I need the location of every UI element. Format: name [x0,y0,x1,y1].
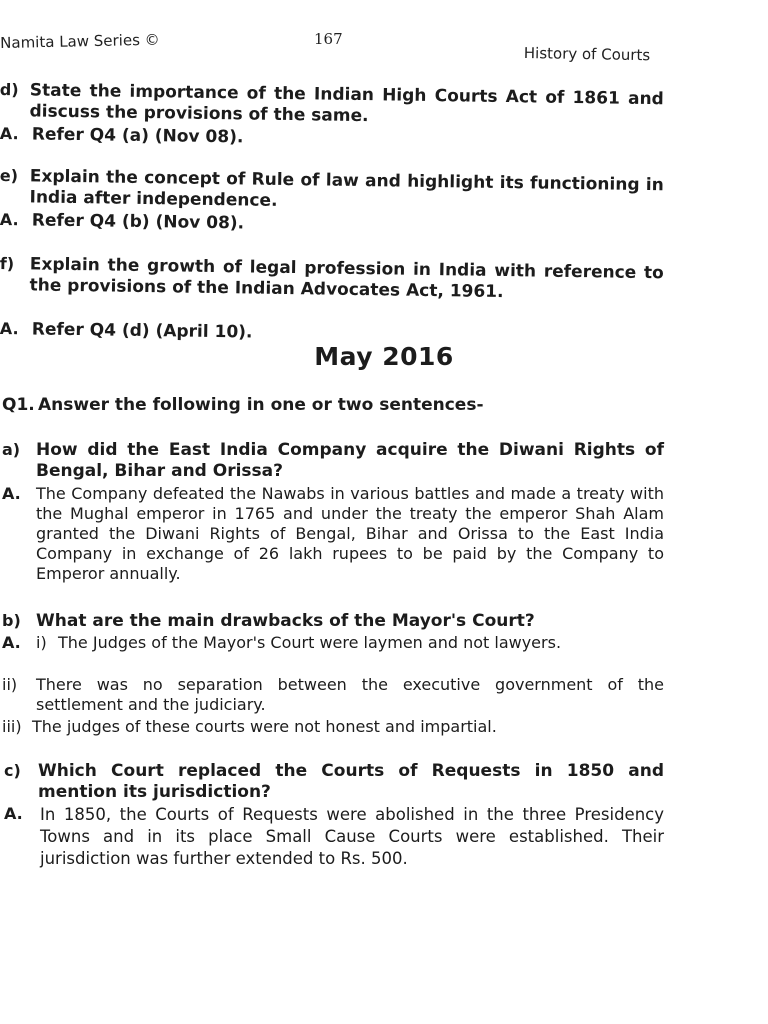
answer-reference: Refer Q4 (d) (April 10). [31,319,253,343]
question-b [2,611,664,632]
point-text: There was no separation between the executive government of the settlement and the judiciary. [36,675,664,714]
point-text: The judges of these courts were not honest and impartial. [32,717,497,736]
question-marker: c) [4,761,21,780]
question-marker: b) [2,611,21,630]
question-marker: f) [0,254,15,274]
question-e [0,166,664,217]
question-text: Which Court replaced the Courts of Requests in 1850 and mention its jurisdiction? [38,761,664,802]
q1-label: Q1. [2,395,35,415]
question-c [4,761,664,803]
question-marker: d) [0,80,19,100]
answer-marker: A. [2,633,21,652]
point-marker: i) [36,633,47,652]
answer-b-point-3 [2,717,664,737]
question-f [0,254,664,305]
answer-b-point-1 [2,633,664,653]
answer-a [2,484,664,584]
answer-marker: A. [4,804,23,823]
answer-c [4,804,664,870]
chapter-header: History of Courts [523,44,651,65]
answer-text: In 1850, the Courts of Requests were abolished in the three Presidency Towns and in its place Small Cause Courts were established. Their jurisdiction was further extended to Rs. 500. [40,805,664,868]
question-text: How did the East India Company acquire the Diwani Rights of Bengal, Bihar and Orissa? [36,440,664,481]
question-a [2,440,664,482]
answer-marker: A. [0,210,19,230]
page-number: 167 [314,30,343,48]
answer-text: The Company defeated the Nawabs in various battles and made a treaty with the Mughal emperor in 1765 and under the treaty the emperor Shah Alam granted the Diwani Rights of Bengal, Bihar and Orissa to the East India Company in exchange of 26 lakh rupees to be paid by the Company to Emperor annually. [36,484,664,583]
question-text: Explain the growth of legal profession in India with reference to the provisions of the Indian Advocates Act, 1961. [29,254,664,303]
question-text: State the importance of the Indian High Courts Act of 1861 and discuss the provisions of the same. [29,80,664,127]
q1-instruction-text: Answer the following in one or two sentences- [38,395,484,415]
section-title: May 2016 [314,342,454,371]
point-marker: ii) [2,675,18,694]
question-text: What are the main drawbacks of the Mayor's Court? [36,611,535,631]
question-text: Explain the concept of Rule of law and highlight its functioning in India after independence. [29,166,664,211]
question-d [0,80,664,131]
point-marker: iii) [2,717,22,736]
answer-marker: A. [0,124,19,144]
q1-instruction [2,395,666,416]
series-header: Namita Law Series © [0,30,160,52]
answer-reference: Refer Q4 (b) (Nov 08). [31,210,245,234]
answer-marker: A. [0,319,19,339]
answer-marker: A. [2,484,21,503]
question-marker: a) [2,440,21,459]
question-marker: e) [0,166,19,186]
point-text: The Judges of the Mayor's Court were laymen and not lawyers. [58,633,562,652]
answer-b-point-2 [2,675,664,715]
answer-reference: Refer Q4 (a) (Nov 08). [31,124,244,148]
